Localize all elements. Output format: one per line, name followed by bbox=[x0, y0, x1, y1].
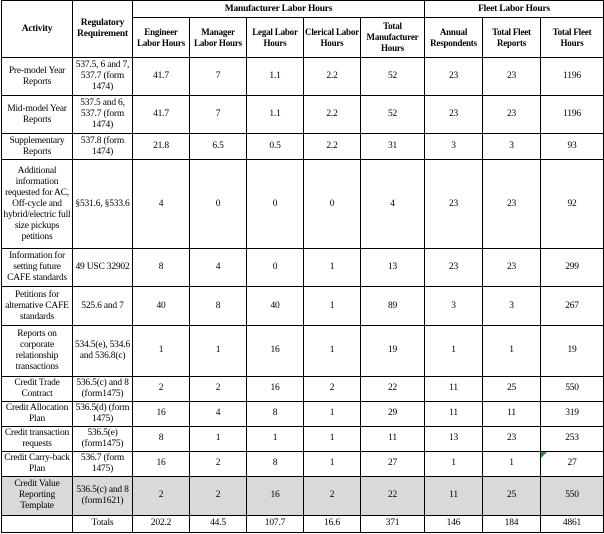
engineer-cell: 8 bbox=[133, 426, 190, 451]
fleet-reports-cell: 25 bbox=[483, 476, 541, 515]
legal-cell: 8 bbox=[247, 451, 304, 476]
fleet-hours-cell: 550 bbox=[541, 476, 604, 515]
total-manufacturer-cell: 52 bbox=[361, 96, 425, 134]
manager-cell: 2 bbox=[190, 376, 247, 401]
respondents-cell: 1 bbox=[425, 451, 483, 476]
fleet-reports-cell: 11 bbox=[483, 401, 541, 426]
fleet-hours-cell: 550 bbox=[541, 376, 604, 401]
total-manufacturer-cell: 27 bbox=[361, 451, 425, 476]
activity-cell: Pre-model Year Reports bbox=[2, 58, 73, 96]
fleet-reports-cell: 1 bbox=[483, 325, 541, 376]
header-total-fleet-hours: Total Fleet Hours bbox=[541, 18, 604, 58]
total-engineer-cell: 202.2 bbox=[133, 515, 190, 532]
engineer-cell: 21.8 bbox=[133, 134, 190, 160]
regulatory-cell: 49 USC 32902 bbox=[73, 249, 133, 287]
regulatory-cell: §531.6, §533.6 bbox=[73, 160, 133, 249]
fleet-reports-cell: 3 bbox=[483, 287, 541, 325]
header-clerical-hours: Clerical Labor Hours bbox=[304, 18, 361, 58]
fleet-hours-cell: 27 bbox=[541, 451, 604, 476]
legal-cell: 40 bbox=[247, 287, 304, 325]
engineer-cell: 41.7 bbox=[133, 58, 190, 96]
engineer-cell: 8 bbox=[133, 249, 190, 287]
clerical-cell: 2.2 bbox=[304, 134, 361, 160]
activity-cell: Petitions for alternative CAFE standards bbox=[2, 287, 73, 325]
regulatory-cell: 536.7 (form 1475) bbox=[73, 451, 133, 476]
legal-cell: 1 bbox=[247, 426, 304, 451]
clerical-cell: 1 bbox=[304, 287, 361, 325]
respondents-cell: 23 bbox=[425, 58, 483, 96]
respondents-cell: 23 bbox=[425, 96, 483, 134]
clerical-cell: 1 bbox=[304, 249, 361, 287]
activity-cell: Supplementary Reports bbox=[2, 134, 73, 160]
fleet-hours-cell: 19 bbox=[541, 325, 604, 376]
header-total-manufacturer-hours: Total Manufacturer Hours bbox=[361, 18, 425, 58]
clerical-cell: 1 bbox=[304, 426, 361, 451]
engineer-cell: 41.7 bbox=[133, 96, 190, 134]
fleet-hours-cell: 319 bbox=[541, 401, 604, 426]
activity-cell: Additional information requested for AC, Off-cycle and hybrid/electric full size pickups petitions bbox=[2, 160, 73, 249]
fleet-hours-cell: 253 bbox=[541, 426, 604, 451]
total-clerical-cell: 16.6 bbox=[304, 515, 361, 532]
total-respondents-cell: 146 bbox=[425, 515, 483, 532]
header-legal-hours: Legal Labor Hours bbox=[247, 18, 304, 58]
regulatory-cell: 525.6 and 7 bbox=[73, 287, 133, 325]
total-manufacturer-cell: 22 bbox=[361, 476, 425, 515]
total-legal-cell: 107.7 bbox=[247, 515, 304, 532]
legal-cell: 16 bbox=[247, 476, 304, 515]
legal-cell: 0 bbox=[247, 160, 304, 249]
total-manager-cell: 44.5 bbox=[190, 515, 247, 532]
table-row bbox=[2, 96, 604, 134]
header-regulatory-requirement: Regulatory Requirement bbox=[73, 1, 133, 58]
table-row bbox=[2, 134, 604, 160]
table-row bbox=[2, 249, 604, 287]
engineer-cell: 40 bbox=[133, 287, 190, 325]
activity-cell: Credit transaction requests bbox=[2, 426, 73, 451]
regulatory-cell: 534.5(e), 534.6 and 536.8(c) bbox=[73, 325, 133, 376]
activity-cell: Credit Value Reporting Template bbox=[2, 476, 73, 515]
legal-cell: 1.1 bbox=[247, 96, 304, 134]
fleet-hours-cell: 299 bbox=[541, 249, 604, 287]
clerical-cell: 2 bbox=[304, 376, 361, 401]
group-header-manufacturer: Manufacturer Labor Hours bbox=[133, 1, 425, 18]
manager-cell: 2 bbox=[190, 476, 247, 515]
header-annual-respondents: Annual Respondents bbox=[425, 18, 483, 58]
clerical-cell: 2.2 bbox=[304, 58, 361, 96]
manager-cell: 7 bbox=[190, 96, 247, 134]
manager-cell: 8 bbox=[190, 287, 247, 325]
legal-cell: 16 bbox=[247, 325, 304, 376]
clerical-cell: 0 bbox=[304, 160, 361, 249]
manager-cell: 1 bbox=[190, 426, 247, 451]
clerical-cell: 2.2 bbox=[304, 96, 361, 134]
manager-cell: 0 bbox=[190, 160, 247, 249]
totals-label: Totals bbox=[73, 515, 133, 532]
clerical-cell: 1 bbox=[304, 325, 361, 376]
totals-row bbox=[2, 515, 604, 532]
engineer-cell: 16 bbox=[133, 401, 190, 426]
regulatory-cell: 536.5(c) and 8 (form1621) bbox=[73, 476, 133, 515]
legal-cell: 1.1 bbox=[247, 58, 304, 96]
regulatory-cell: 536.5(d) (form 1475) bbox=[73, 401, 133, 426]
total-manufacturer-cell: 4 bbox=[361, 160, 425, 249]
header-activity: Activity bbox=[2, 1, 73, 58]
total-manufacturer-hours-cell: 371 bbox=[361, 515, 425, 532]
respondents-cell: 3 bbox=[425, 134, 483, 160]
legal-cell: 8 bbox=[247, 401, 304, 426]
total-manufacturer-cell: 19 bbox=[361, 325, 425, 376]
activity-cell: Mid-model Year Reports bbox=[2, 96, 73, 134]
fleet-hours-cell: 1196 bbox=[541, 96, 604, 134]
manager-cell: 7 bbox=[190, 58, 247, 96]
header-manager-hours: Manager Labor Hours bbox=[190, 18, 247, 58]
regulatory-cell: 536.5(e) (form1475) bbox=[73, 426, 133, 451]
activity-cell: Credit Carry-back Plan bbox=[2, 451, 73, 476]
respondents-cell: 3 bbox=[425, 287, 483, 325]
clerical-cell: 1 bbox=[304, 401, 361, 426]
table-row-highlighted bbox=[2, 476, 604, 515]
respondents-cell: 23 bbox=[425, 249, 483, 287]
manager-cell: 1 bbox=[190, 325, 247, 376]
respondents-cell: 1 bbox=[425, 325, 483, 376]
table-row bbox=[2, 451, 604, 476]
respondents-cell: 13 bbox=[425, 426, 483, 451]
regulatory-cell: 536.5(c) and 8 (form1475) bbox=[73, 376, 133, 401]
activity-cell: Credit Allocation Plan bbox=[2, 401, 73, 426]
legal-cell: 16 bbox=[247, 376, 304, 401]
respondents-cell: 23 bbox=[425, 160, 483, 249]
manager-cell: 2 bbox=[190, 451, 247, 476]
fleet-hours-cell: 93 bbox=[541, 134, 604, 160]
respondents-cell: 11 bbox=[425, 476, 483, 515]
fleet-hours-cell: 92 bbox=[541, 160, 604, 249]
regulatory-cell: 537.5 and 6, 537.7 (form 1474) bbox=[73, 96, 133, 134]
regulatory-cell: 537.5, 6 and 7, 537.7 (form 1474) bbox=[73, 58, 133, 96]
manager-cell: 4 bbox=[190, 249, 247, 287]
fleet-reports-cell: 23 bbox=[483, 249, 541, 287]
table-row bbox=[2, 426, 604, 451]
fleet-reports-cell: 23 bbox=[483, 58, 541, 96]
manager-cell: 4 bbox=[190, 401, 247, 426]
activity-cell: Credit Trade Contract bbox=[2, 376, 73, 401]
fleet-hours-cell: 267 bbox=[541, 287, 604, 325]
total-manufacturer-cell: 29 bbox=[361, 401, 425, 426]
total-manufacturer-cell: 13 bbox=[361, 249, 425, 287]
header-engineer-hours: Engineer Labor Hours bbox=[133, 18, 190, 58]
table-row bbox=[2, 376, 604, 401]
clerical-cell: 2 bbox=[304, 476, 361, 515]
engineer-cell: 4 bbox=[133, 160, 190, 249]
engineer-cell: 16 bbox=[133, 451, 190, 476]
header-total-fleet-reports: Total Fleet Reports bbox=[483, 18, 541, 58]
total-manufacturer-cell: 52 bbox=[361, 58, 425, 96]
table-row bbox=[2, 160, 604, 249]
respondents-cell: 11 bbox=[425, 401, 483, 426]
total-fleet-hours-cell: 4861 bbox=[541, 515, 604, 532]
respondents-cell: 11 bbox=[425, 376, 483, 401]
total-manufacturer-cell: 22 bbox=[361, 376, 425, 401]
labor-hours-table bbox=[1, 0, 604, 533]
total-manufacturer-cell: 11 bbox=[361, 426, 425, 451]
fleet-reports-cell: 23 bbox=[483, 96, 541, 134]
activity-cell: Reports on corporate relationship transactions bbox=[2, 325, 73, 376]
totals-activity-cell bbox=[2, 515, 73, 532]
fleet-reports-cell: 23 bbox=[483, 160, 541, 249]
engineer-cell: 2 bbox=[133, 376, 190, 401]
activity-cell: Information for setting future CAFE standards bbox=[2, 249, 73, 287]
legal-cell: 0 bbox=[247, 249, 304, 287]
table-row bbox=[2, 325, 604, 376]
total-manufacturer-cell: 89 bbox=[361, 287, 425, 325]
total-fleet-reports-cell: 184 bbox=[483, 515, 541, 532]
legal-cell: 0.5 bbox=[247, 134, 304, 160]
regulatory-cell: 537.8 (form 1474) bbox=[73, 134, 133, 160]
total-manufacturer-cell: 31 bbox=[361, 134, 425, 160]
fleet-reports-cell: 23 bbox=[483, 426, 541, 451]
engineer-cell: 1 bbox=[133, 325, 190, 376]
table-row bbox=[2, 58, 604, 96]
fleet-reports-cell: 25 bbox=[483, 376, 541, 401]
table-row bbox=[2, 401, 604, 426]
fleet-reports-cell: 3 bbox=[483, 134, 541, 160]
clerical-cell: 1 bbox=[304, 451, 361, 476]
manager-cell: 6.5 bbox=[190, 134, 247, 160]
fleet-hours-cell: 1196 bbox=[541, 58, 604, 96]
fleet-reports-cell: 1 bbox=[483, 451, 541, 476]
table-row bbox=[2, 287, 604, 325]
engineer-cell: 2 bbox=[133, 476, 190, 515]
group-header-fleet: Fleet Labor Hours bbox=[425, 1, 604, 18]
